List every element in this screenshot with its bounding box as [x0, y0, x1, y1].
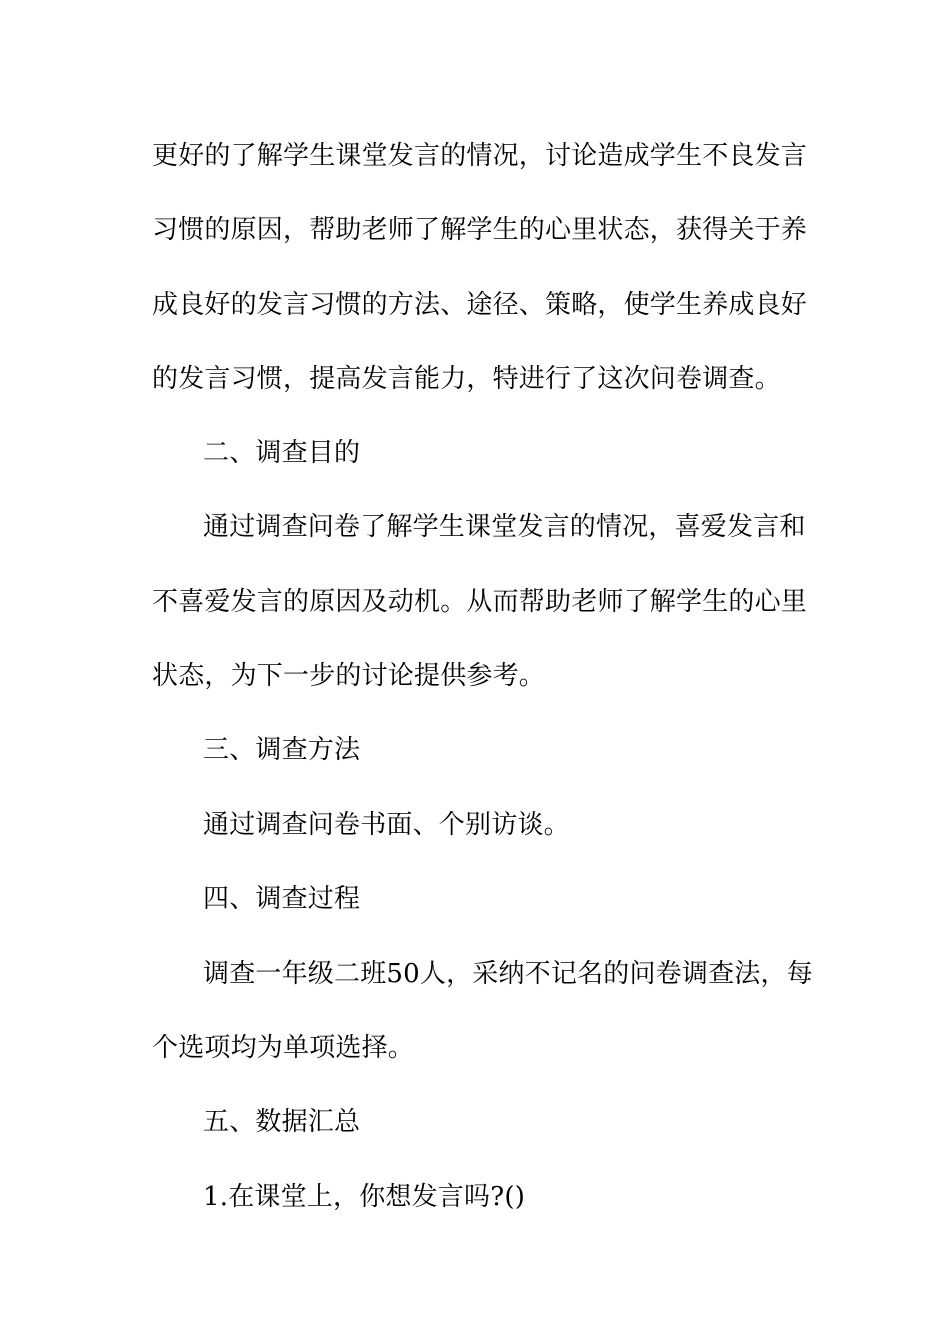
purpose-line-3: 状态，为下一步的讨论提供参考。	[152, 661, 546, 691]
section-heading-process: 四、调查过程	[203, 884, 361, 914]
purpose-line-1: 通过调查问卷了解学生课堂发言的情况，喜爱发言和	[203, 512, 806, 542]
section-heading-purpose: 二、调查目的	[203, 438, 361, 468]
process-line-2: 个选项均为单项选择。	[152, 1033, 415, 1063]
section-heading-method: 三、调查方法	[203, 735, 361, 765]
method-line-1: 通过调查问卷书面、个别访谈。	[203, 810, 570, 840]
process-line-1: 调查一年级二班50人，采纳不记名的问卷调查法，每	[203, 959, 813, 989]
intro-line-4: 的发言习惯，提高发言能力，特进行了这次问卷调查。	[152, 364, 781, 394]
intro-line-2: 习惯的原因，帮助老师了解学生的心里状态，获得关于养	[152, 215, 808, 245]
intro-line-1: 更好的了解学生课堂发言的情况，讨论造成学生不良发言	[152, 141, 808, 171]
purpose-line-2: 不喜爱发言的原因及动机。从而帮助老师了解学生的心里	[152, 587, 808, 617]
question-1: 1.在课堂上，你想发言吗?()	[203, 1182, 526, 1212]
section-heading-data: 五、数据汇总	[203, 1107, 361, 1137]
intro-line-3: 成良好的发言习惯的方法、途径、策略，使学生养成良好	[152, 290, 808, 320]
